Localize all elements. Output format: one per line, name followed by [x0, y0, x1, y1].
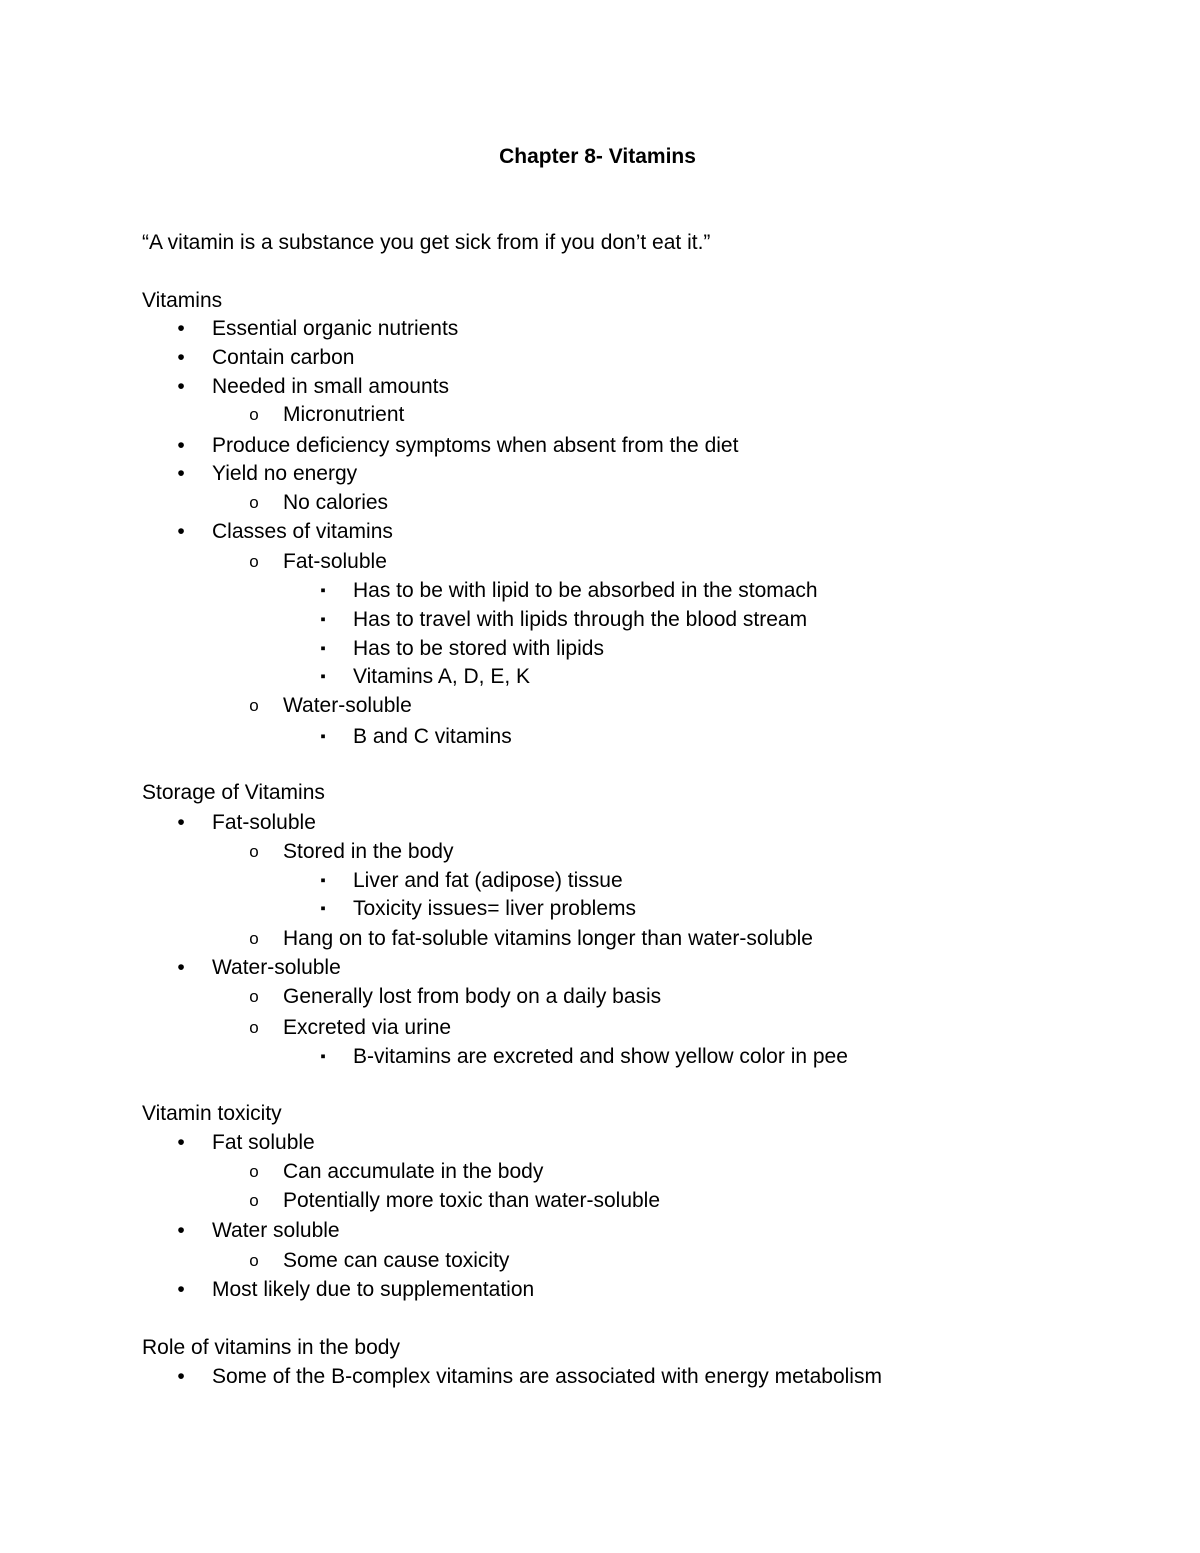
bullet-icon: • [177, 462, 185, 485]
list-item: No calories [283, 491, 389, 514]
section-heading: Storage of Vitamins [142, 781, 325, 804]
list-item: Vitamins A, D, E, K [353, 665, 531, 688]
list-item: Stored in the body [283, 840, 454, 863]
section-heading: Role of vitamins in the body [142, 1336, 400, 1359]
square-bullet-icon: ▪ [320, 582, 326, 599]
bullet-icon: • [177, 1131, 185, 1154]
circle-bullet-icon: o [249, 987, 259, 1006]
list-item: Micronutrient [283, 403, 405, 426]
circle-bullet-icon: o [249, 405, 259, 424]
list-item: B and C vitamins [353, 725, 512, 748]
bullet-icon: • [177, 1219, 185, 1242]
list-item: Excreted via urine [283, 1016, 452, 1039]
bullet-icon: • [177, 346, 185, 369]
list-item: Needed in small amounts [212, 375, 449, 398]
list-item: Toxicity issues= liver problems [353, 897, 637, 920]
list-item: Has to be with lipid to be absorbed in the stomach [353, 579, 818, 602]
quote: “A vitamin is a substance you get sick from if you don’t eat it.” [142, 231, 711, 254]
list-item: Produce deficiency symptoms when absent from the diet [212, 434, 739, 457]
list-item: Liver and fat (adipose) tissue [353, 869, 623, 892]
square-bullet-icon: ▪ [320, 728, 326, 745]
list-item: Some can cause toxicity [283, 1249, 510, 1272]
page-title: Chapter 8- Vitamins [499, 145, 696, 168]
circle-bullet-icon: o [249, 1191, 259, 1210]
bullet-icon: • [177, 1278, 185, 1301]
bullet-icon: • [177, 520, 185, 543]
list-item: Potentially more toxic than water-soluble [283, 1189, 661, 1212]
square-bullet-icon: ▪ [320, 640, 326, 657]
circle-bullet-icon: o [249, 1162, 259, 1181]
list-item: Has to be stored with lipids [353, 637, 604, 660]
square-bullet-icon: ▪ [320, 611, 326, 628]
list-item: Classes of vitamins [212, 520, 393, 543]
list-item: Some of the B-complex vitamins are associated with energy metabolism [212, 1365, 882, 1388]
bullet-icon: • [177, 317, 185, 340]
circle-bullet-icon: o [249, 493, 259, 512]
bullet-icon: • [177, 375, 185, 398]
list-item: Essential organic nutrients [212, 317, 459, 340]
square-bullet-icon: ▪ [320, 668, 326, 685]
circle-bullet-icon: o [249, 842, 259, 861]
list-item: Water-soluble [283, 694, 412, 717]
list-item: Contain carbon [212, 346, 355, 369]
circle-bullet-icon: o [249, 929, 259, 948]
bullet-icon: • [177, 434, 185, 457]
square-bullet-icon: ▪ [320, 1048, 326, 1065]
bullet-icon: • [177, 1365, 185, 1388]
circle-bullet-icon: o [249, 1251, 259, 1270]
section-heading: Vitamins [142, 289, 223, 312]
bullet-icon: • [177, 811, 185, 834]
list-item: Has to travel with lipids through the blood stream [353, 608, 808, 631]
bullet-icon: • [177, 956, 185, 979]
circle-bullet-icon: o [249, 1018, 259, 1037]
list-item: Hang on to fat-soluble vitamins longer than water-soluble [283, 927, 813, 950]
list-item: B-vitamins are excreted and show yellow color in pee [353, 1045, 848, 1068]
list-item: Fat soluble [212, 1131, 315, 1154]
circle-bullet-icon: o [249, 696, 259, 715]
list-item: Yield no energy [212, 462, 358, 485]
square-bullet-icon: ▪ [320, 872, 326, 889]
list-item: Can accumulate in the body [283, 1160, 544, 1183]
list-item: Fat-soluble [212, 811, 316, 834]
list-item: Most likely due to supplementation [212, 1278, 535, 1301]
square-bullet-icon: ▪ [320, 900, 326, 917]
list-item: Water-soluble [212, 956, 341, 979]
list-item: Water soluble [212, 1219, 340, 1242]
circle-bullet-icon: o [249, 552, 259, 571]
list-item: Generally lost from body on a daily basis [283, 985, 662, 1008]
list-item: Fat-soluble [283, 550, 387, 573]
section-heading: Vitamin toxicity [142, 1102, 282, 1125]
